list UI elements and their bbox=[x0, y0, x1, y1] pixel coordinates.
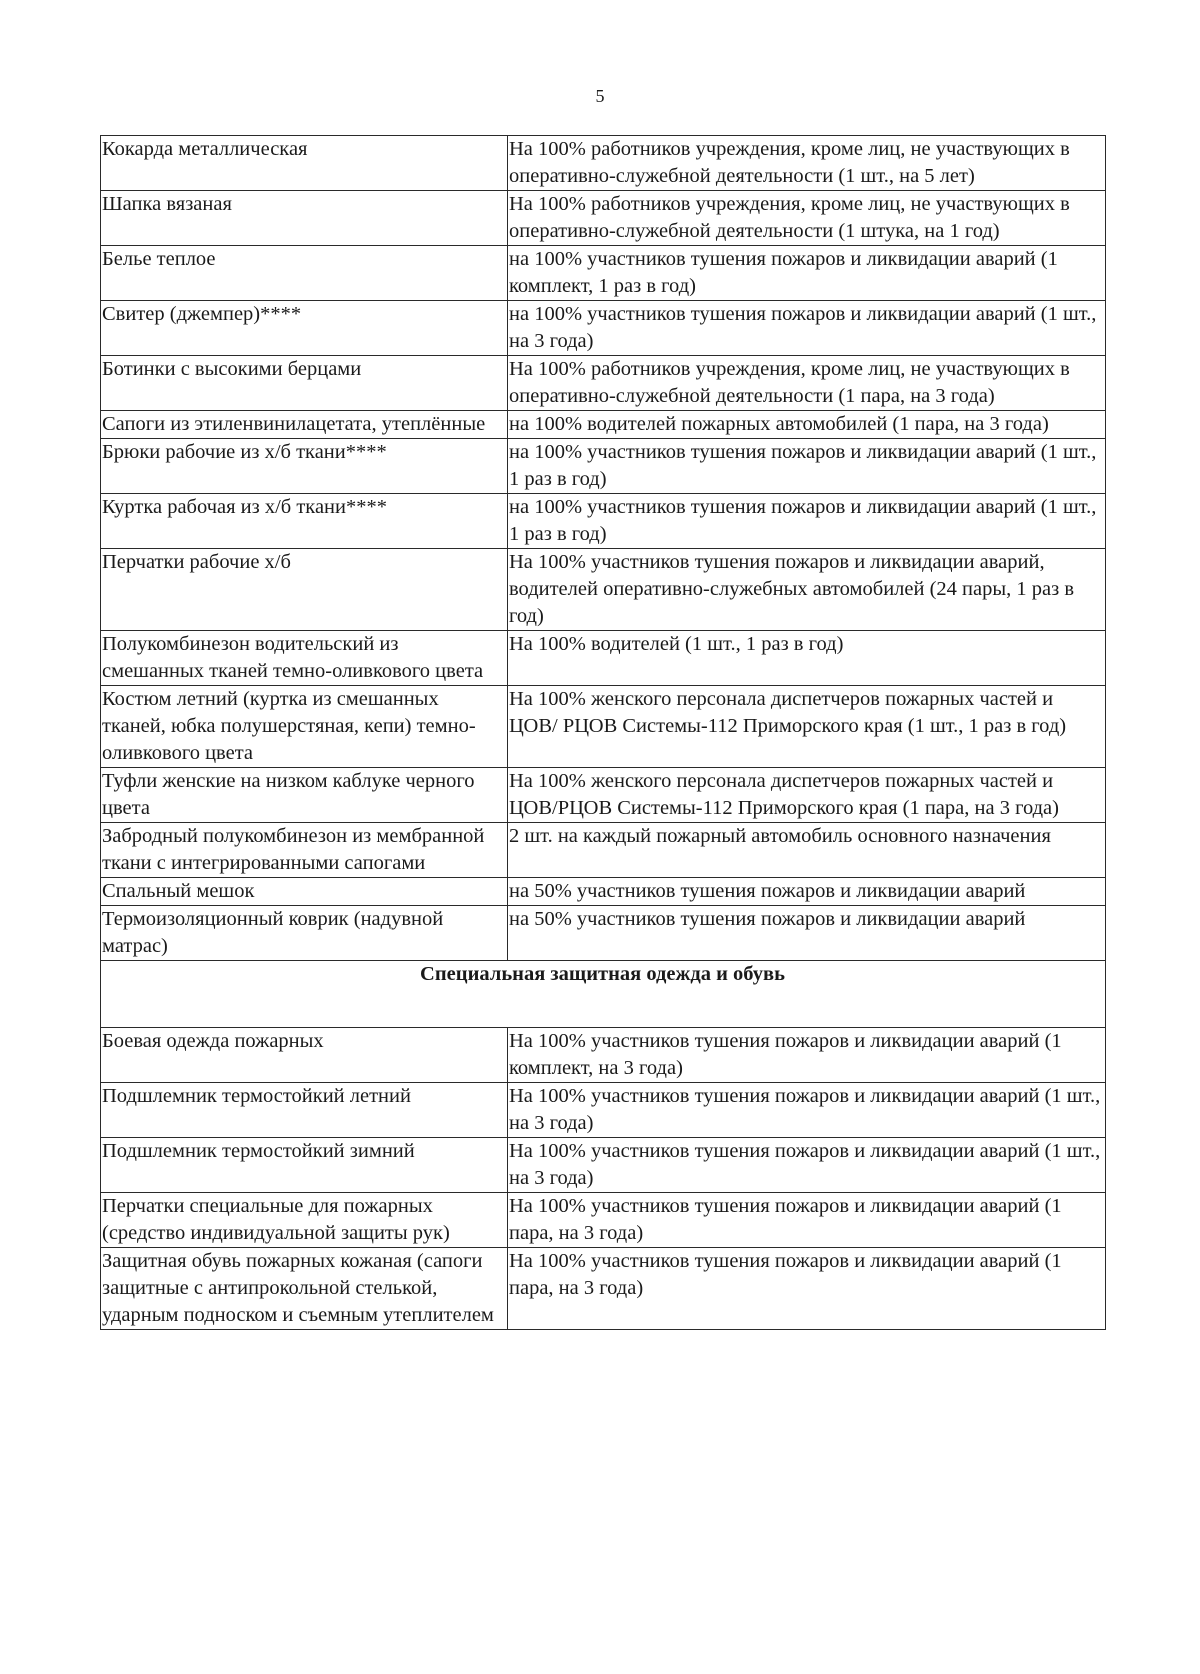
table-row bbox=[101, 191, 1106, 246]
issue-norm-cell: На 100% работников учреждения, кроме лиц, не участвующих в оперативно-служебной деятельности (1 пара, на 3 года) bbox=[508, 356, 1106, 411]
item-name-cell: Ботинки с высокими берцами bbox=[101, 356, 508, 411]
issue-norm-cell: 2 шт. на каждый пожарный автомобиль основного назначения bbox=[508, 823, 1106, 878]
issue-norm-cell: на 100% участников тушения пожаров и ликвидации аварий (1 шт., 1 раз в год) bbox=[508, 439, 1106, 494]
item-name-cell: Термоизоляционный коврик (надувной матрас) bbox=[101, 906, 508, 961]
item-name-cell: Подшлемник термостойкий зимний bbox=[101, 1138, 508, 1193]
table-row bbox=[101, 686, 1106, 768]
item-name-cell: Брюки рабочие из х/б ткани**** bbox=[101, 439, 508, 494]
item-name-cell: Костюм летний (куртка из смешанных тканей, юбка полушерстяная, кепи) темно-оливкового цвета bbox=[101, 686, 508, 768]
table-row bbox=[101, 411, 1106, 439]
section-heading: Специальная защитная одежда и обувь bbox=[101, 961, 1106, 1028]
table-row bbox=[101, 1138, 1106, 1193]
item-name-cell: Шапка вязаная bbox=[101, 191, 508, 246]
table-row bbox=[101, 1248, 1106, 1330]
item-name-cell: Перчатки специальные для пожарных (средство индивидуальной защиты рук) bbox=[101, 1193, 508, 1248]
item-name-cell: Куртка рабочая из х/б ткани**** bbox=[101, 494, 508, 549]
issue-norm-cell: на 100% водителей пожарных автомобилей (1 пара, на 3 года) bbox=[508, 411, 1106, 439]
table-row bbox=[101, 246, 1106, 301]
issue-norm-cell: На 100% участников тушения пожаров и ликвидации аварий, водителей оперативно-служебных автомобилей (24 пары, 1 раз в год) bbox=[508, 549, 1106, 631]
issue-norm-cell: На 100% участников тушения пожаров и ликвидации аварий (1 пара, на 3 года) bbox=[508, 1248, 1106, 1330]
issue-norm-cell: на 100% участников тушения пожаров и ликвидации аварий (1 комплект, 1 раз в год) bbox=[508, 246, 1106, 301]
table-row bbox=[101, 301, 1106, 356]
item-name-cell: Свитер (джемпер)**** bbox=[101, 301, 508, 356]
table-body-bottom bbox=[101, 1028, 1106, 1330]
table-row bbox=[101, 768, 1106, 823]
table-section bbox=[101, 961, 1106, 1028]
issue-norm-cell: На 100% участников тушения пожаров и ликвидации аварий (1 шт., на 3 года) bbox=[508, 1138, 1106, 1193]
issue-norm-cell: На 100% участников тушения пожаров и ликвидации аварий (1 комплект, на 3 года) bbox=[508, 1028, 1106, 1083]
issue-norm-cell: на 50% участников тушения пожаров и ликвидации аварий bbox=[508, 878, 1106, 906]
item-name-cell: Белье теплое bbox=[101, 246, 508, 301]
table-row bbox=[101, 1193, 1106, 1248]
item-name-cell: Подшлемник термостойкий летний bbox=[101, 1083, 508, 1138]
table-row bbox=[101, 494, 1106, 549]
item-name-cell: Сапоги из этиленвинилацетата, утеплённые bbox=[101, 411, 508, 439]
issue-norm-cell: На 100% участников тушения пожаров и ликвидации аварий (1 шт., на 3 года) bbox=[508, 1083, 1106, 1138]
item-name-cell: Защитная обувь пожарных кожаная (сапоги защитные с антипрокольной стелькой, ударным подноском и съемным утеплителем bbox=[101, 1248, 508, 1330]
table-row bbox=[101, 1028, 1106, 1083]
issue-norm-cell: На 100% женского персонала диспетчеров пожарных частей и ЦОВ/РЦОВ Системы-112 Приморского края (1 пара, на 3 года) bbox=[508, 768, 1106, 823]
table-row bbox=[101, 549, 1106, 631]
issue-norm-cell: на 100% участников тушения пожаров и ликвидации аварий (1 шт., на 3 года) bbox=[508, 301, 1106, 356]
table-row bbox=[101, 1083, 1106, 1138]
issue-norm-cell: На 100% работников учреждения, кроме лиц, не участвующих в оперативно-служебной деятельности (1 штука, на 1 год) bbox=[508, 191, 1106, 246]
item-name-cell: Кокарда металлическая bbox=[101, 136, 508, 191]
issue-norm-cell: На 100% работников учреждения, кроме лиц, не участвующих в оперативно-служебной деятельности (1 шт., на 5 лет) bbox=[508, 136, 1106, 191]
table-row bbox=[101, 631, 1106, 686]
clothing-norms-table bbox=[100, 135, 1106, 1330]
section-heading-row bbox=[101, 961, 1106, 1028]
item-name-cell: Боевая одежда пожарных bbox=[101, 1028, 508, 1083]
table-row bbox=[101, 136, 1106, 191]
item-name-cell: Полукомбинезон водительский из смешанных тканей темно-оливкового цвета bbox=[101, 631, 508, 686]
item-name-cell: Забродный полукомбинезон из мембранной ткани с интегрированными сапогами bbox=[101, 823, 508, 878]
table-row bbox=[101, 356, 1106, 411]
page-number: 5 bbox=[595, 86, 605, 106]
item-name-cell: Перчатки рабочие х/б bbox=[101, 549, 508, 631]
issue-norm-cell: на 50% участников тушения пожаров и ликвидации аварий bbox=[508, 906, 1106, 961]
table-row bbox=[101, 878, 1106, 906]
table-row bbox=[101, 439, 1106, 494]
table-body-top bbox=[101, 136, 1106, 961]
issue-norm-cell: На 100% участников тушения пожаров и ликвидации аварий (1 пара, на 3 года) bbox=[508, 1193, 1106, 1248]
issue-norm-cell: На 100% женского персонала диспетчеров пожарных частей и ЦОВ/ РЦОВ Системы-112 Приморского края (1 шт., 1 раз в год) bbox=[508, 686, 1106, 768]
table-row bbox=[101, 906, 1106, 961]
item-name-cell: Спальный мешок bbox=[101, 878, 508, 906]
issue-norm-cell: на 100% участников тушения пожаров и ликвидации аварий (1 шт., 1 раз в год) bbox=[508, 494, 1106, 549]
table-row bbox=[101, 823, 1106, 878]
item-name-cell: Туфли женские на низком каблуке черного цвета bbox=[101, 768, 508, 823]
issue-norm-cell: На 100% водителей (1 шт., 1 раз в год) bbox=[508, 631, 1106, 686]
